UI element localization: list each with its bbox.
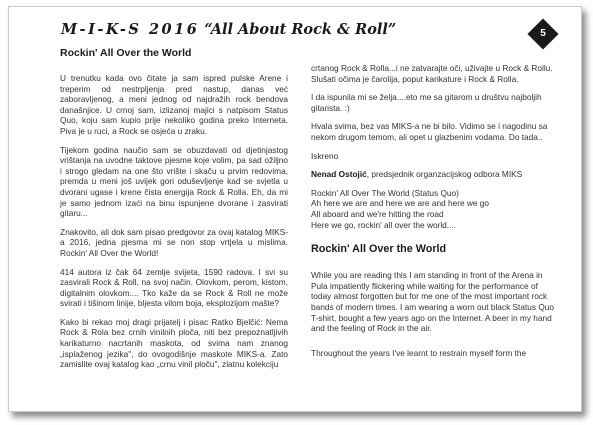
signature-name: Nenad Ostojić <box>311 169 367 180</box>
left-paragraph: Tijekom godina naučio sam se obuzdavati od djetinjastog vrištanja na uvodne taktove pjesme koje volim, pa sad ožiljno i strogo gledam na one što vrište i skaču u prvim redovima, premda u meni još uvijek gori oduševljenje kad se svjetla u dvorani ugase i krene čista energija Rock & Rolla. Eh, da mi je samo jednom izaći na binu ispunjene dvorane i zasvirati gitaru... <box>60 144 288 219</box>
header-brand: M-I-K-S 2016 <box>61 21 200 38</box>
left-paragraph: 414 autora iz čak 64 zemlje svijeta, 1590 radova. I svi su zasvirali Rock & Roll, na svoj način. Olovkom, perom, kistom, digitalnim olovkom.... Tko kaže da se Rock & Roll ne može svirati i tišinom linije, bljesta vilom boja, eksplozijom mašte? <box>60 266 288 309</box>
header-subtitle: “All About Rock & Roll” <box>204 21 397 38</box>
right-paragraph: crtanog Rock & Rolla...i ne zatvarajte oči, uživajte u Rock & Rollu. Slušati očima je čarolija, poput karikature i Rock & Rolla. <box>311 63 553 84</box>
english-paragraph: Throughout the years I've learnt to restrain myself form the <box>311 347 527 358</box>
left-paragraph: Kako bi rekao moj dragi prijatelj i pisac Ratko Bjelčić: Nema Rock & Rola bez crnih vinilnih ploča, niti bez prepoznatljivih karikaturno nacrtanih maskota, od svima nam znanog „isplaženog jezika", do ovogodišnje maskote MIKS-a. Zato zamislite ovaj katalog kao „crnu vinil ploču", zlatnu kolekciju <box>60 316 288 370</box>
right-paragraph: I da ispunila mi se želja....eto me sa gitarom u društvu najboljih gitarista. :) <box>311 92 542 113</box>
signature-role: , predsjednik organzacijskog odbora MIKS <box>366 169 523 180</box>
right-column <box>311 63 557 366</box>
right-heading: Rockin' All Over the World <box>311 243 447 256</box>
left-column <box>60 47 288 378</box>
signature <box>311 169 557 180</box>
lyrics-line: Rockin' All Over The World (Status Quo) <box>311 187 459 198</box>
song-lyrics <box>311 188 557 230</box>
english-paragraph: While you are reading this I am standing in front of the Arena in Pula impatiently flickering while waiting for the performance of today almost forgotten but for me one of the most important rock bands of modern times. I am wearing a worn out black Status Quo T-shirt, bought a few years ago on the Internet. A beer in my hand and the feeling of Rock in the air. <box>311 270 555 334</box>
lyrics-line: Here we go, rockin' all over the world.... <box>311 219 456 230</box>
catalog-header-title <box>61 21 396 38</box>
page-number: 5 <box>540 28 546 39</box>
right-paragraph: Hvala svima, bez vas MIKS-a ne bi bilo. Vidimo se i nagodinu sa nekom drugom temom, ali opet u glazbenim vodama. Do tada.. <box>311 121 548 142</box>
left-heading: Rockin' All Over the World <box>60 47 192 59</box>
left-paragraph: U trenutku kada ovo čitate ja sam ispred pulske Arene i treperim od nestrpljenja pred nastup, danas već zaboravljenog, a meni jednog od najdražih rock bendova današnjice. U crnoj sam, izlizanoj majici s natpisom Status Quo, koju sam kupio prije nekoliko godina preko Interneta. Piva je u ruci, a Rock se osjeća u zraku. <box>60 73 288 136</box>
right-paragraph: Iskreno <box>311 150 339 161</box>
left-paragraph: Znakovito, ali dok sam pisao predgovor za ovaj katalog MIKS-a 2016, jedna pjesma mi se non stop vrtjela u mislima. Rockin' All Over the World! <box>60 226 288 258</box>
lyrics-line: All aboard and we're hitting the road <box>311 208 444 219</box>
lyrics-line: Ah here we are and here we are and here we go <box>311 198 490 209</box>
catalog-page <box>8 6 582 412</box>
